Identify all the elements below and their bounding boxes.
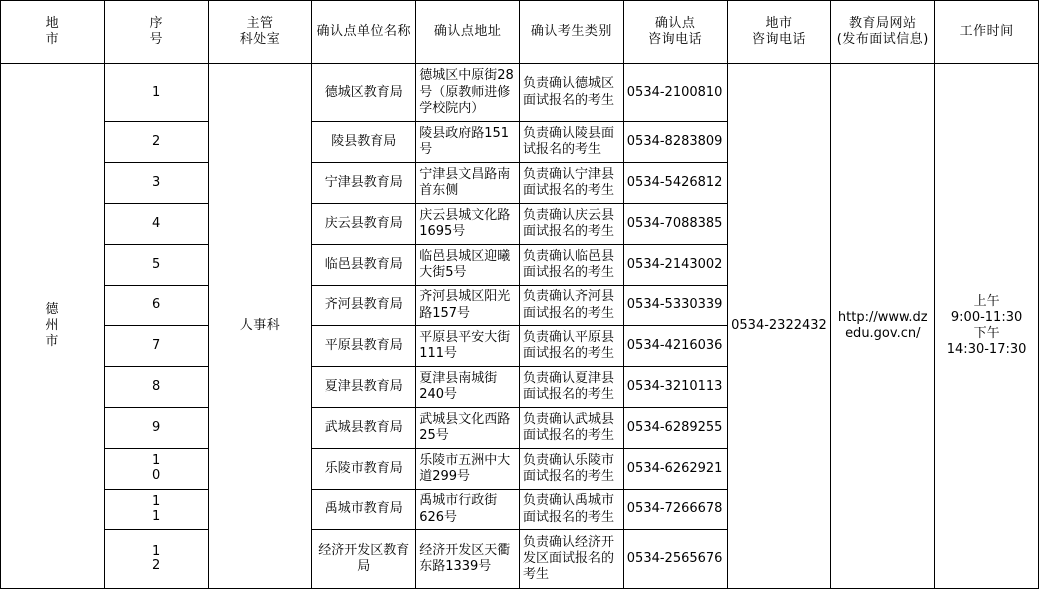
cell-point-phone: 0534-2143002 [623,244,727,285]
column-header-city: 地 市 [1,1,105,64]
cell-unit-name: 禹城市教育局 [312,489,416,530]
cell-candidate-category: 负责确认禹城市面试报名的考生 [519,489,623,530]
cell-point-phone: 0534-2565676 [623,530,727,589]
cell-unit-name: 临邑县教育局 [312,244,416,285]
cell-address: 宁津县文昌路南首东侧 [416,163,520,204]
cell-point-phone: 0534-6289255 [623,408,727,449]
cell-candidate-category: 负责确认临邑县面试报名的考生 [519,244,623,285]
cell-candidate-category: 负责确认德城区面试报名的考生 [519,64,623,122]
table-header-row [1,1,1039,64]
cell-address: 陵县政府路151号 [416,122,520,163]
cell-working-hours: 上午 9:00-11:30 下午 14:30-17:30 [935,64,1039,589]
cell-sequence: 1 2 [104,530,208,589]
cell-unit-name: 齐河县教育局 [312,285,416,326]
cell-unit-name: 武城县教育局 [312,408,416,449]
column-header-address: 确认点地址 [416,1,520,64]
cell-address: 禹城市行政街626号 [416,489,520,530]
cell-unit-name: 经济开发区教育局 [312,530,416,589]
cell-unit-name: 夏津县教育局 [312,367,416,408]
cell-city: 德 州 市 [1,64,105,589]
column-header-unit-name: 确认点单位名称 [312,1,416,64]
cell-sequence: 7 [104,326,208,367]
cell-unit-name: 德城区教育局 [312,64,416,122]
cell-sequence: 9 [104,408,208,449]
column-header-point-phone: 确认点 咨询电话 [623,1,727,64]
cell-unit-name: 陵县教育局 [312,122,416,163]
cell-city-phone: 0534-2322432 [727,64,831,589]
cell-point-phone: 0534-7088385 [623,204,727,245]
cell-point-phone: 0534-6262921 [623,448,727,489]
cell-candidate-category: 负责确认陵县面试报名的考生 [519,122,623,163]
cell-department: 人事科 [208,64,312,589]
cell-unit-name: 庆云县教育局 [312,204,416,245]
cell-sequence: 4 [104,204,208,245]
cell-point-phone: 0534-5330339 [623,285,727,326]
cell-point-phone: 0534-5426812 [623,163,727,204]
table-body [1,64,1039,589]
cell-address: 乐陵市五洲中大道299号 [416,448,520,489]
cell-candidate-category: 负责确认齐河县面试报名的考生 [519,285,623,326]
cell-sequence: 1 [104,64,208,122]
cell-address: 庆云县城文化路1695号 [416,204,520,245]
cell-address: 平原县平安大街111号 [416,326,520,367]
cell-sequence: 1 0 [104,448,208,489]
cell-sequence: 8 [104,367,208,408]
column-header-website: 教育局网站 (发布面试信息) [831,1,935,64]
cell-sequence: 5 [104,244,208,285]
cell-address: 德城区中原街28号（原教师进修学校院内） [416,64,520,122]
cell-unit-name: 宁津县教育局 [312,163,416,204]
column-header-candidate-category: 确认考生类别 [519,1,623,64]
cell-unit-name: 平原县教育局 [312,326,416,367]
column-header-city-phone: 地市 咨询电话 [727,1,831,64]
cell-unit-name: 乐陵市教育局 [312,448,416,489]
cell-candidate-category: 负责确认夏津县面试报名的考生 [519,367,623,408]
cell-candidate-category: 负责确认经济开发区面试报名的考生 [519,530,623,589]
table-row [1,64,1039,122]
column-header-sequence: 序 号 [104,1,208,64]
cell-sequence: 3 [104,163,208,204]
cell-point-phone: 0534-7266678 [623,489,727,530]
cell-point-phone: 0534-2100810 [623,64,727,122]
cell-candidate-category: 负责确认平原县面试报名的考生 [519,326,623,367]
cell-address: 临邑县城区迎曦大街5号 [416,244,520,285]
cell-sequence: 2 [104,122,208,163]
cell-point-phone: 0534-4216036 [623,326,727,367]
cell-address: 经济开发区天衢东路1339号 [416,530,520,589]
cell-address: 夏津县南城街240号 [416,367,520,408]
cell-point-phone: 0534-3210113 [623,367,727,408]
cell-candidate-category: 负责确认宁津县面试报名的考生 [519,163,623,204]
cell-sequence: 6 [104,285,208,326]
cell-address: 武城县文化西路25号 [416,408,520,449]
cell-candidate-category: 负责确认乐陵市面试报名的考生 [519,448,623,489]
cell-candidate-category: 负责确认武城县面试报名的考生 [519,408,623,449]
cell-candidate-category: 负责确认庆云县面试报名的考生 [519,204,623,245]
column-header-department: 主管 科处室 [208,1,312,64]
cell-point-phone: 0534-8283809 [623,122,727,163]
column-header-working-hours: 工作时间 [935,1,1039,64]
cell-sequence: 1 1 [104,489,208,530]
cell-address: 齐河县城区阳光路157号 [416,285,520,326]
cell-website[interactable]: http://www.dzedu.gov.cn/ [831,64,935,589]
table-header [1,1,1039,64]
